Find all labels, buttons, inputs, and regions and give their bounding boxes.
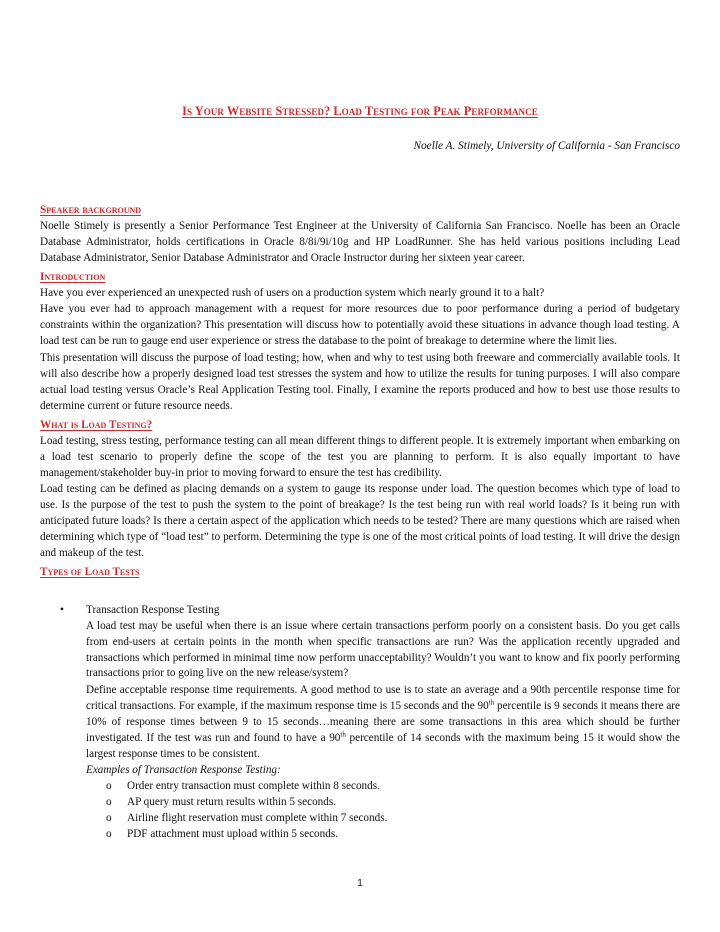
section-heading-types-of-load-tests: Types of Load Tests [40,565,140,578]
load-test-types-list [40,603,680,843]
paragraph: Noelle Stimely is presently a Senior Performance Test Engineer at the University of California San Francisco. Noelle has been an Oracle Database Administrator, holds certifications in Oracle 8/8i/9i/10g and HP LoadRunner. She has held various positions including Lead Database Administrator, Senior Database Administrator and Oracle Instructor during her sixteen year career. [40,219,680,264]
section-heading-introduction: Introduction [40,270,106,283]
examples-list [86,779,680,843]
list-item-title: Transaction Response Testing [86,603,220,616]
sub-bullet-icon: o [106,795,112,808]
document-body [40,203,680,842]
sub-bullet-icon: o [106,779,112,792]
paragraph: This presentation will discuss the purpose of load testing; how, when and why to test using both freeware and commercially available tools. It will also describe how a properly designed load test stresses the system and how to utilize the results for tuning purposes. I will also compare actual load testing versus Oracle’s Real Application Testing tool. Finally, I examine the reports produced and how to best use those results to determine current or future resource needs. [40,352,680,412]
sub-bullet-icon: o [106,811,112,824]
list-item: o AP query must return results within 5 seconds. [127,795,680,811]
document-title: Is Your Website Stressed? Load Testing for Peak Performance [182,104,538,118]
paragraph: Have you ever had to approach management with a request for more resources due to poor performance during a period of budgetary constraints within the organization? This presentation will discuss how to potentially avoid these situations in advance though load testing. A load test can be run to gauge end user experience or stress the database to the point of breakage to determine where the limit lies. [40,303,680,348]
author-line: Noelle A. Stimely, University of California - San Francisco [413,140,680,152]
paragraph: Have you ever experienced an unexpected rush of users on a production system which nearly ground it to a halt? [40,286,545,299]
paragraph: Load testing can be defined as placing demands on a system to gauge its response under load. The question becomes which type of load to use. Is the purpose of the test to push the system to the point of breakage? Is the test being run with real world loads? Is it being run with anticipated future loads? Is there a certain aspect of the application which needs to be tested? There are many questions which are raised when determining which type of “load test” to perform. Determining the type is one of the most critical points of load testing. It will drive the design and makeup of the test. [40,483,680,560]
bullet-icon: • [60,603,64,616]
paragraph: Load testing, stress testing, performance testing can all mean different things to different people. It is extremely important when embarking on a load test scenario to properly define the scope of the test you are planning to perform. It is also equally important to have management/stakeholder buy-in prior to moving forward to ensure the test has credibility. [40,434,680,479]
paragraph: A load test may be useful when there is an issue where certain transactions perform poorly on a consistent basis. Do you get calls from end-users at certain points in the month when specific transactions are run? Was the application recently upgraded and transactions which performed in minimal time now perform unacceptability? Wouldn’t you want to know and fix poorly performing transactions prior to going live on the new release/system? [86,619,680,680]
section-heading-what-is-load-testing: What is Load Testing? [40,418,153,431]
section-heading-speaker-background: Speaker background [40,204,142,216]
list-item: o PDF attachment must upload within 5 seconds. [127,827,680,843]
page-number: 1 [357,878,363,889]
sub-bullet-icon: o [106,827,112,840]
examples-heading: Examples of Transaction Response Testing: [86,763,281,776]
list-item: o Airline flight reservation must complete within 7 seconds. [127,811,680,827]
list-item: o Order entry transaction must complete within 8 seconds. [127,779,680,795]
paragraph: Define acceptable response time requirements. A good method to use is to state an average and a 90th percentile response time for critical transactions. For example, if the maximum response time is 15 seconds and the 90th percentile is 9 seconds it means there are 10% of response times between 9 to 15 seconds…meaning there are some transactions in this area which should be further investigated. If the test was run and found to have a 90th percentile of 14 seconds with the maximum being 15 it would show the largest response times to be consistent. [86,684,680,760]
list-item [60,603,680,843]
